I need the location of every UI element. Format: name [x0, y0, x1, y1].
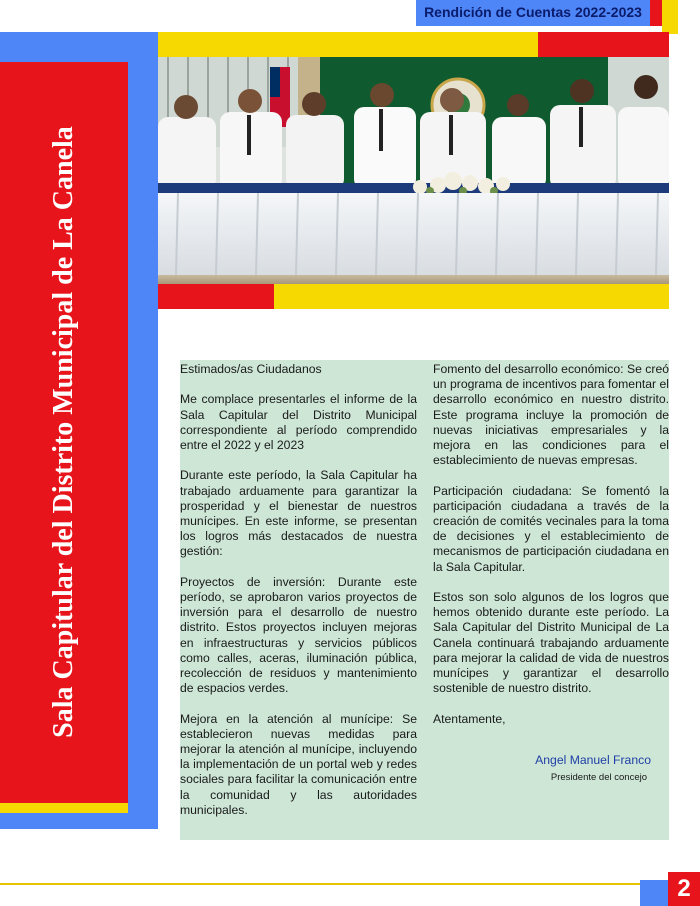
greeting: Estimados/as Ciudadanos	[180, 362, 322, 376]
council-photo	[158, 57, 669, 284]
header-accent-red	[650, 0, 662, 26]
period-paragraph: Durante este período, la Sala Capitular ha trabajado arduamente para garantizar la prosperidad y el bienestar de nuestros munícipes. En este informe, se presentan los logros más destacados de nuestra gestión:	[180, 468, 417, 559]
closing-paragraph: Estos son solo algunos de los logros que hemos obtenido durante este período. La Sala Capitular del Distrito Municipal de La Canela continuará trabajando arduamente para mejorar la calidad de vida de nuestros munícipes y garantizar el desarrollo sostenible de nuestro distrito.	[433, 590, 669, 696]
participation-paragraph: Participación ciudadana: Se fomentó la participación ciudadana a través de la creación de comités vecinales para la toma de decisiones y el establecimiento de mecanismos de participación ciudadana en la Sala Capitular.	[433, 483, 669, 574]
vertical-title: Sala Capitular del Distrito Municipal de La Canela	[48, 126, 79, 738]
letter-column-right	[433, 362, 669, 785]
signature-role: Presidente del concejo	[550, 772, 647, 784]
investment-paragraph: Proyectos de inversión: Durante este período, se aprobaron varios proyectos de inversión para el desarrollo de nuestro distrito. Estos proyectos incluyen mejoras en infraestructuras y servicios públicos como calles, aceras, iluminación pública, recolección de residuos y mantenimiento de espacios verdes.	[180, 574, 417, 696]
signature-name: Angel Manuel Franco	[535, 752, 651, 767]
header-accent-yellow	[662, 0, 678, 34]
top-bar-red	[538, 32, 669, 57]
footer-line	[0, 883, 640, 885]
citizen-service-paragraph: Mejora en la atención al munícipe: Se establecieron nuevas medidas para mejorar la atención al munícipe, incluyendo la implementación de un portal web y redes sociales para facilitar la comunicación entre la comunidad y las autoridades municipales.	[180, 711, 417, 817]
economic-paragraph: Fomento del desarrollo económico: Se creó un programa de incentivos para fomentar el desarrollo económico en nuestro distrito. Este programa incluye la promoción de nuevas iniciativas empresariales y la mejora en las condiciones para el establecimiento de nuevas empresas.	[433, 362, 669, 468]
footer-accent-blue	[640, 880, 668, 906]
left-frame-yellow	[0, 803, 128, 813]
page-number: 2	[677, 875, 691, 902]
bottom-bar-yellow	[274, 284, 669, 309]
header-title: Rendición de Cuentas 2022-2023	[424, 4, 642, 20]
letter-column-left	[180, 362, 417, 833]
top-bar-yellow	[158, 32, 538, 57]
valediction: Atentamente,	[433, 711, 506, 726]
letter-panel	[180, 360, 669, 840]
bottom-bar-red	[158, 284, 274, 309]
intro-paragraph: Me complace presentarles el informe de la Sala Capitular del Distrito Municipal correspondiente al período comprendido entre el 2022 y el 2023	[180, 392, 417, 452]
